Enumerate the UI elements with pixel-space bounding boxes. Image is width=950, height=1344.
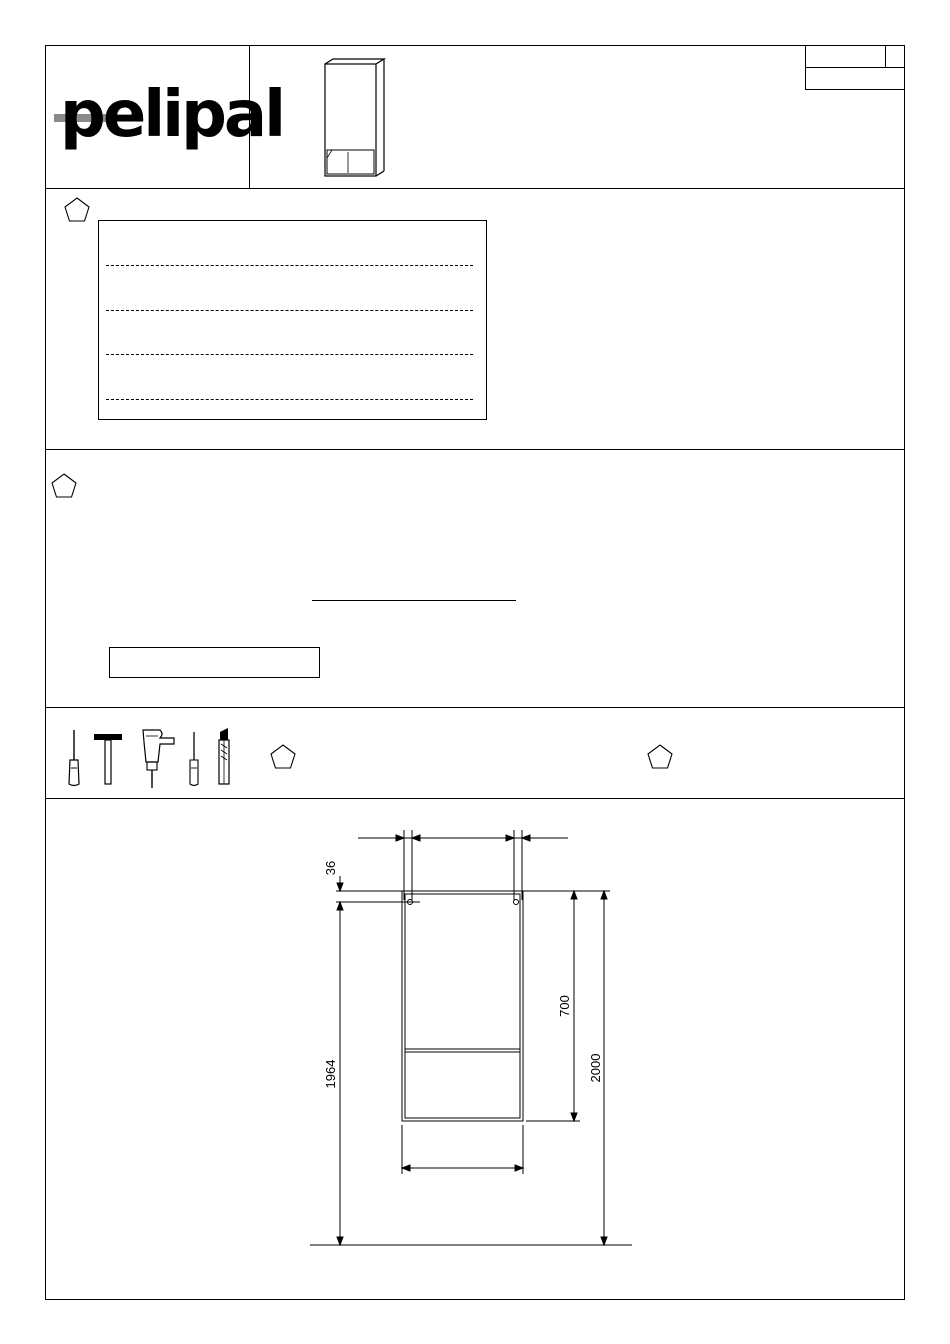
cabinet-outline [402,891,523,1121]
dim-total-height: 2000 [588,1053,603,1083]
dim-mount-height: 1964 [323,1059,338,1089]
dim-cabinet-height: 700 [557,995,572,1017]
logo-text: pelipal [60,78,284,152]
dim-top-offset: 36 [323,860,338,876]
mount-hole [514,900,519,905]
cabinet-inner-outline [405,894,520,1118]
